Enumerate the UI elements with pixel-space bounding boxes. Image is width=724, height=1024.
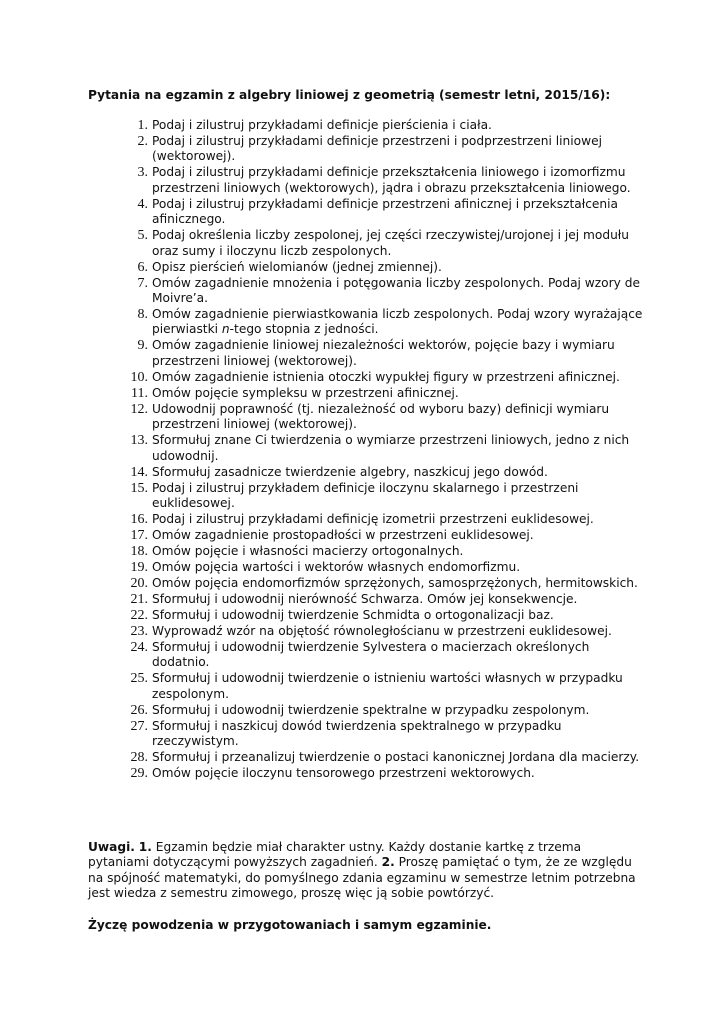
question-text: Omów pojęcie sympleksu w przestrzeni afinicznej. [152,385,459,400]
question-text: Podaj i zilustruj przykładami definicje przekształcenia liniowego i izomorfizmu przestrzeni liniowych (wektorowych), jądra i obrazu przekształcenia liniowego. [152,165,631,195]
question-text [152,307,642,336]
notes-paragraph [88,840,640,902]
question-number: 11. [131,385,148,401]
question-item [88,528,648,543]
question-number: 27. [130,718,148,734]
question-text: Sformułuj i udowodnij twierdzenie o istnieniu wartości własnych w przypadku zespolonym. [152,671,623,701]
question-text: Sformułuj i naszkicuj dowód twierdzenia spektralnego w przypadku rzeczywistym. [152,718,562,749]
question-number: 10. [130,369,148,385]
question-item [88,766,648,781]
question-text: Udowodnij poprawność (tj. niezależność od wyboru bazy) definicji wymiaru przestrzeni liniowej (wektorowej). [152,401,610,432]
question-item [88,402,648,433]
question-item [88,592,648,607]
question-number: 17. [130,528,148,544]
note-text-2: Proszę pamiętać o tym, że ze względu na spójność matematyki, do pomyślnego zdania egzaminu w semestrze letnim potrzebna jest wiedza z semestru zimowego, proszę więc ją sobie powtórzyć. [88,855,636,901]
question-text: Sformułuj zasadnicze twierdzenie algebry, naszkicuj jego dowód. [152,464,548,479]
question-number: 6. [137,259,148,275]
closing-line: Życzę powodzenia w przygotowaniach i samym egzaminie. [88,918,492,932]
question-text: Podaj określenia liczby zespolonej, jej części rzeczywistej/urojonej i jej modułu oraz sumy i iloczynu liczb zespolonych. [152,228,629,258]
question-item [88,134,648,165]
question-number: 4. [137,196,148,212]
question-text: Podaj i zilustruj przykładem definicje iloczynu skalarnego i przestrzeni euklidesowej. [152,480,579,511]
question-text-italic: n [221,322,230,337]
question-item [88,338,648,369]
question-number: 19. [130,560,148,576]
question-text: Podaj i zilustruj przykładami definicję izometrii przestrzeni euklidesowej. [152,512,594,527]
question-item [88,276,648,307]
question-item [88,386,648,401]
question-number: 2. [137,134,148,149]
question-text: Sformułuj znane Ci twierdzenia o wymiarze przestrzeni liniowych, jedno z nich udowodnij. [152,433,630,463]
question-item [88,576,648,591]
question-number: 5. [137,228,148,244]
question-number: 21. [130,592,148,608]
question-item [88,544,648,559]
question-text: Omów zagadnienie liniowej niezależności wektorów, pojęcie bazy i wymiaru przestrzeni liniowej (wektorowej). [152,338,615,368]
notes-label: Uwagi. [88,840,135,854]
question-item [88,228,648,259]
question-text: Sformułuj i udowodnij twierdzenie Sylvestera o macierzach określonych dodatnio. [152,640,590,670]
question-number: 24. [130,640,148,656]
question-number: 15. [130,480,148,496]
question-item [88,197,648,228]
question-item [88,465,648,480]
question-text: Sformułuj i udowodnij nierówność Schwarza. Omów jej konsekwencje. [152,592,578,607]
question-number: 8. [137,307,148,323]
question-item [88,750,648,765]
question-number: 7. [137,275,148,291]
question-item [88,481,648,512]
question-text: Omów pojęcia wartości i wektorów własnych endomorfizmu. [152,560,521,575]
question-number: 28. [130,750,148,766]
question-item [88,671,648,702]
question-text: Omów zagadnienie istnienia otoczki wypukłej figury w przestrzeni afinicznej. [152,369,620,384]
question-text: Sformułuj i przeanalizuj twierdzenie o postaci kanonicznej Jordana dla macierzy. [152,750,640,765]
question-number: 23. [130,624,148,640]
question-number: 25. [130,671,148,687]
question-number: 3. [137,165,148,181]
question-text: Omów zagadnienie mnożenia i potęgowania liczby zespolonych. Podaj wzory de Moivre’a. [152,275,640,306]
question-item [88,260,648,275]
question-item [88,165,648,196]
question-text: Wyprowadź wzór na objętość równoległościanu w przestrzeni euklidesowej. [152,624,612,639]
question-text: Podaj i zilustruj przykładami definicje przestrzeni afinicznej i przekształcenia afinicznego. [152,196,618,227]
question-item [88,370,648,385]
question-item [88,307,648,338]
question-item [88,560,648,575]
note-number-2: 2. [381,855,395,870]
question-text: Sformułuj i udowodnij twierdzenie spektralne w przypadku zespolonym. [152,702,590,717]
question-text: Omów zagadnienie prostopadłości w przestrzeni euklidesowej. [152,528,534,543]
note-text-1: Egzamin będzie miał charakter ustny. Każdy dostanie kartkę z trzema pytaniami dotyczącymi powyższych zagadnień. [88,840,582,870]
question-text-part: Omów zagadnienie pierwiastkowania liczb zespolonych. Podaj wzory wyrażające pierwiastki [152,307,643,337]
question-item [88,624,648,639]
question-number: 20. [130,576,148,592]
question-number: 12. [130,401,148,417]
question-number: 29. [130,766,148,782]
question-text: Opisz pierścień wielomianów (jednej zmiennej). [152,259,442,274]
question-text: Sformułuj i udowodnij twierdzenie Schmidta o ortogonalizacji baz. [152,608,554,623]
question-text: Podaj i zilustruj przykładami definicje przestrzeni i podprzestrzeni liniowej (wektorowej). [152,134,602,164]
question-number: 1. [137,118,148,133]
question-item [88,433,648,464]
question-number: 9. [137,338,148,354]
question-text: Omów pojęcie i własności macierzy ortogonalnych. [152,544,464,559]
question-text: Omów pojęcie iloczynu tensorowego przestrzeni wektorowych. [152,766,535,781]
question-item [88,640,648,671]
document-title: Pytania na egzamin z algebry liniowej z geometrią (semestr letni, 2015/16): [88,88,611,102]
question-item [88,719,648,750]
question-number: 14. [130,464,148,480]
question-list [88,118,648,782]
question-text: Omów pojęcia endomorfizmów sprzężonych, samosprzężonych, hermitowskich. [152,576,638,591]
question-number: 26. [130,702,148,718]
question-item [88,608,648,623]
question-number: 16. [130,512,148,528]
question-text-part: -tego stopnia z jedności. [229,322,379,337]
question-number: 22. [130,608,148,624]
note-number-1: 1. [138,840,152,854]
question-item [88,118,648,133]
question-number: 18. [130,544,148,560]
question-text: Podaj i zilustruj przykładami definicje pierścienia i ciała. [152,118,492,132]
question-item [88,703,648,718]
question-item [88,512,648,527]
question-number: 13. [130,433,148,449]
